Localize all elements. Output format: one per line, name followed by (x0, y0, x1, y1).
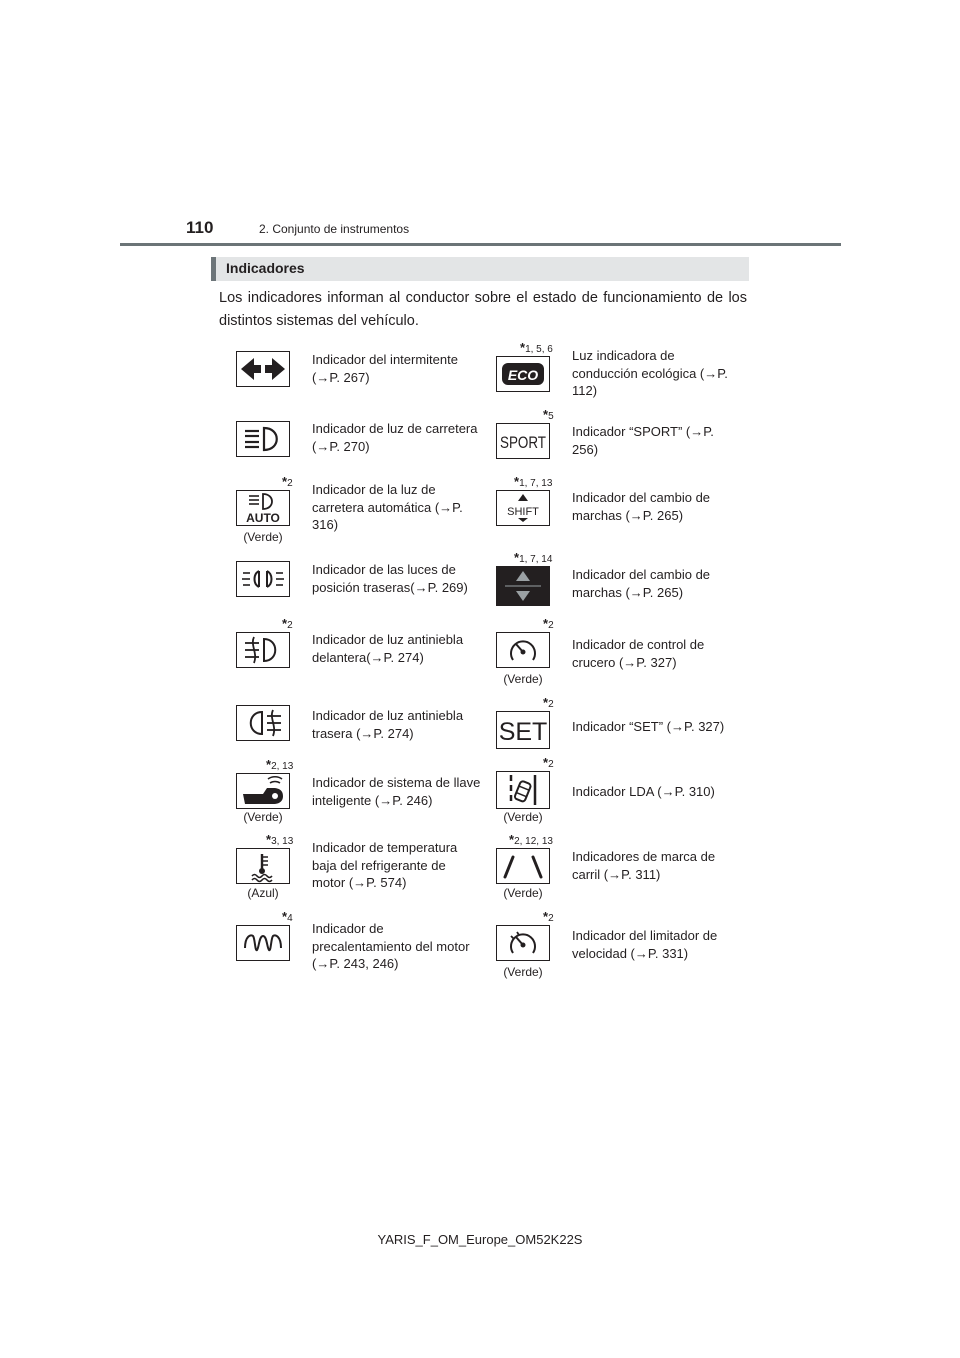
eco-icon (496, 356, 550, 392)
sport-icon (496, 423, 550, 459)
color-label: (Azul) (247, 886, 279, 900)
footnote-marker: *5 (543, 407, 554, 422)
shift-icon (496, 490, 550, 526)
indicator-description: Indicador de sistema de llave inteligente (→P. 246) (312, 775, 481, 808)
color-label: (Verde) (503, 886, 543, 900)
set-icon (496, 711, 550, 749)
color-label: (Verde) (503, 965, 543, 979)
color-label: (Verde) (243, 810, 283, 824)
indicator-description: Indicador del intermitente (→P. 267) (312, 352, 458, 385)
front-fog-icon (236, 632, 290, 668)
turn-signal-icon (236, 351, 290, 387)
footnote-marker: *1, 7, 14 (514, 550, 553, 565)
indicator-description: Indicador de luz de carretera (→P. 270) (312, 421, 478, 454)
footnote-marker: *4 (282, 909, 293, 924)
footnote-marker: *2 (282, 474, 293, 489)
lda-icon (496, 771, 550, 809)
color-label: (Verde) (243, 530, 283, 544)
indicator-description: Indicador de precalentamiento del motor (→P. 243, 246) (312, 921, 470, 971)
indicator-description: Indicador de luz antiniebla trasera (→P. 274) (312, 708, 464, 741)
svg-text:SPORT: SPORT (500, 433, 546, 452)
color-label: (Verde) (503, 672, 543, 686)
indicator-description: Indicador de temperatura baja del refrigerante de motor (→P. 574) (312, 840, 458, 890)
footnote-marker: *3, 13 (266, 832, 294, 847)
footnote-marker: *2 (543, 909, 554, 924)
section-heading (211, 257, 749, 281)
indicator-description: Indicador de las luces de posición traseras(→P. 269) (312, 562, 468, 595)
indicator-description: Indicador del cambio de marchas (→P. 265) (572, 490, 711, 523)
indicator-description: Luz indicadora de conducción ecológica (→P. 112) (572, 348, 728, 398)
intro-paragraph: Los indicadores informan al conductor sobre el estado de funcionamiento de los distintos sistemas del vehículo. (219, 290, 747, 329)
footnote-marker: *2 (543, 695, 554, 710)
svg-text:AUTO: AUTO (246, 511, 280, 525)
indicator-description: Indicador “SET” (→P. 327) (572, 719, 725, 734)
smart-key-icon (236, 773, 290, 809)
footnote-marker: *2 (543, 755, 554, 770)
speed-limiter-icon (496, 925, 550, 961)
indicator-description: Indicador de control de crucero (→P. 327) (572, 637, 705, 670)
cruise-control-icon (496, 632, 550, 668)
indicator-description: Indicador LDA (→P. 310) (572, 784, 715, 799)
svg-text:ECO: ECO (507, 367, 539, 383)
footnote-marker: *2 (543, 616, 554, 631)
section-title: Indicadores (226, 260, 305, 276)
footnote-marker: *2 (282, 616, 293, 631)
auto-high-beam-icon (236, 490, 290, 526)
header-rule (120, 243, 841, 246)
color-label: (Verde) (503, 810, 543, 824)
svg-text:SET: SET (498, 718, 548, 746)
high-beam-icon (236, 421, 290, 457)
svg-text:SHIFT: SHIFT (507, 506, 539, 518)
rear-fog-icon (236, 705, 290, 741)
footnote-marker: *1, 7, 13 (514, 474, 553, 489)
glow-plug-icon (236, 925, 290, 961)
lane-marker-icon (496, 848, 550, 884)
indicator-description: Indicador del cambio de marchas (→P. 265) (572, 567, 711, 600)
indicator-description: Indicador “SPORT” (→P. 256) (572, 424, 714, 457)
indicator-description: Indicador del limitador de velocidad (→P. 331) (572, 928, 718, 961)
footnote-marker: *2, 12, 13 (509, 832, 553, 847)
indicator-description: Indicadores de marca de carril (→P. 311) (572, 849, 716, 882)
page-number: 110 (186, 218, 214, 237)
indicator-description: Indicador de la luz de carretera automática (→P. 316) (312, 482, 463, 532)
footnote-marker: *1, 5, 6 (520, 340, 553, 355)
low-coolant-temp-icon (236, 848, 290, 884)
indicator-description: Indicador de luz antiniebla delantera(→P. 274) (312, 632, 464, 665)
shift-arrows-icon (496, 566, 550, 606)
chapter-title: 2. Conjunto de instrumentos (259, 222, 410, 236)
document-code: YARIS_F_OM_Europe_OM52K22S (377, 1232, 583, 1247)
footnote-marker: *2, 13 (266, 757, 294, 772)
tail-light-icon (236, 561, 290, 597)
